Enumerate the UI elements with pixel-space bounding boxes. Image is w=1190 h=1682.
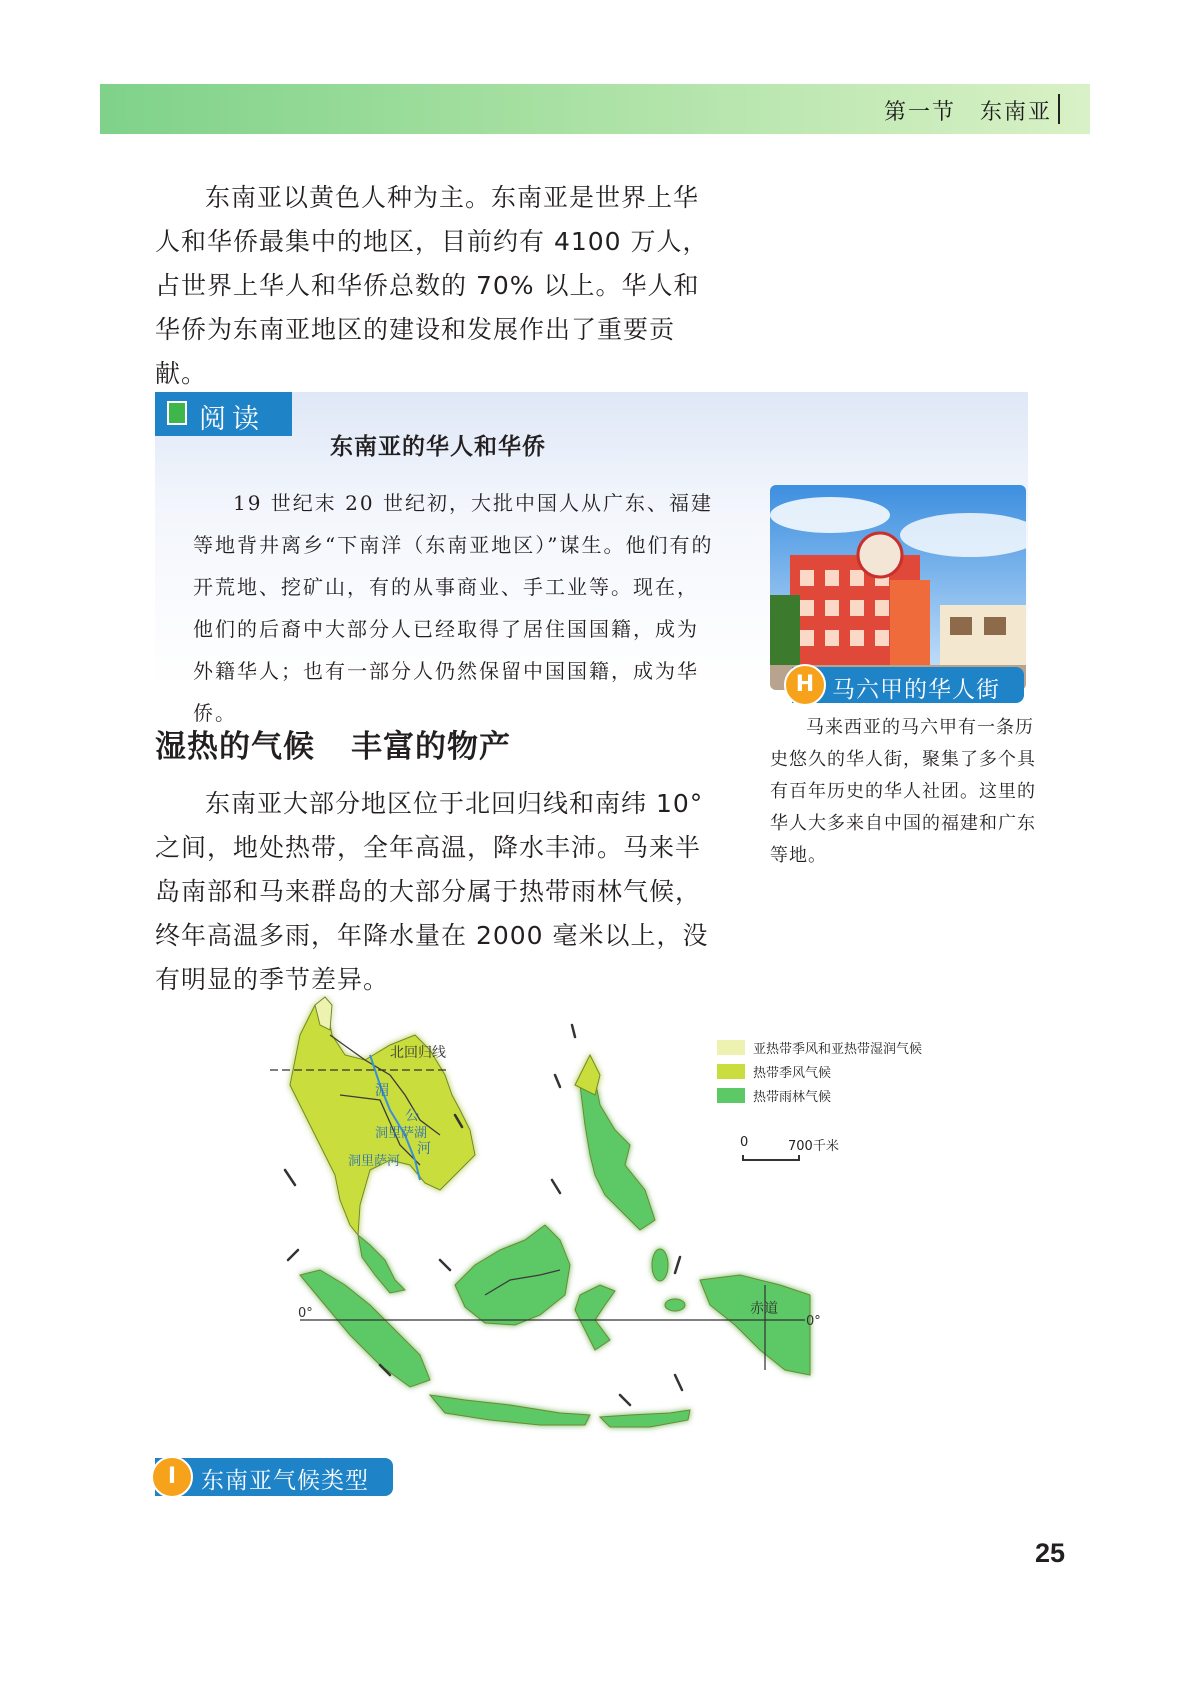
zero-label-left: 0° <box>298 1306 313 1321</box>
figure-i-title: 东南亚气候类型 <box>201 1468 369 1494</box>
map-legend <box>717 1037 927 1107</box>
tropic-label: 北回归线 <box>390 1045 446 1061</box>
legend-label: 热带季风气候 <box>753 1066 832 1081</box>
malacca-street-image <box>770 485 1026 690</box>
lake-label: 洞里萨湖 <box>375 1126 428 1141</box>
figure-h-note-text: 马来西亚的马六甲有一条历史悠久的华人街，聚集了多个具有百年历史的华人社团。这里的华人大多来自中国的福建和广东等地。 <box>770 717 1036 866</box>
sea-boundary-mark <box>285 1170 295 1185</box>
scale-bar <box>740 1135 860 1165</box>
legend-item <box>717 1037 927 1059</box>
legend-swatch-subtropical <box>717 1040 745 1055</box>
reading-tag <box>155 392 292 436</box>
climate-text: 东南亚大部分地区位于北回归线和南纬 10° 之间，地处热带，全年高温，降水丰沛。马来半岛南部和马来群岛的大部分属于热带雨林气候，终年高温多雨，年降水量在 2000 毫米以上，没有明显的季节差异。 <box>155 789 709 994</box>
figure-h-note <box>770 712 1038 872</box>
river-label: 河 <box>417 1141 431 1157</box>
molucca-island <box>652 1249 668 1281</box>
philippines-north <box>575 1055 600 1095</box>
sea-boundary-mark <box>440 1260 450 1270</box>
new-guinea <box>700 1275 810 1375</box>
equator-label: 赤道 <box>750 1301 778 1317</box>
header-divider <box>1058 94 1060 124</box>
legend-label: 亚热带季风和亚热带湿润气候 <box>753 1042 923 1057</box>
sulawesi <box>575 1285 615 1350</box>
java <box>430 1395 590 1425</box>
section-heading <box>155 721 511 766</box>
molucca-island-2 <box>665 1299 685 1311</box>
river-label: 洞里萨河 <box>348 1154 401 1169</box>
heading-products: 丰富的物产 <box>351 729 511 765</box>
heading-climate: 湿热的气候 <box>155 729 315 765</box>
philippines <box>580 1080 655 1230</box>
figure-h-letter: H <box>784 664 826 706</box>
malay-peninsula <box>358 1235 405 1293</box>
book-icon <box>167 401 187 425</box>
legend-label: 热带雨林气候 <box>753 1090 832 1105</box>
scale-line <box>742 1155 800 1161</box>
figure-h-title: 马六甲的华人街 <box>832 677 1000 703</box>
legend-swatch-monsoon <box>717 1064 745 1079</box>
sea-boundary-mark <box>675 1375 682 1390</box>
legend-swatch-rainforest <box>717 1088 745 1103</box>
legend-item <box>717 1061 927 1083</box>
scale-zero: 0 <box>740 1135 749 1150</box>
figure-i-letter: I <box>151 1456 193 1498</box>
sea-boundary-mark <box>620 1395 630 1405</box>
climate-paragraph <box>155 782 715 1002</box>
reading-title: 东南亚的华人和华侨 <box>330 434 546 460</box>
zero-label-right: 0° <box>806 1314 821 1329</box>
sumatra <box>300 1270 430 1387</box>
sea-boundary-mark <box>572 1025 575 1037</box>
lesser-sunda <box>600 1410 690 1427</box>
climate-map <box>270 995 923 1500</box>
borneo <box>455 1225 570 1325</box>
malacca-photo <box>770 485 1026 690</box>
sea-boundary-mark <box>675 1257 680 1273</box>
scale-label: 700千米 <box>788 1139 839 1154</box>
mainland-monsoon-region <box>290 1000 475 1235</box>
reading-tag-label: 阅读 <box>199 404 265 435</box>
figure-i-caption <box>155 1458 393 1496</box>
river-label: 公 <box>405 1108 419 1124</box>
intro-paragraph <box>155 176 715 396</box>
reading-text: 19 世纪末 20 世纪初，大批中国人从广东、福建等地背井离乡“下南洋（东南亚地区）”谋生。他们有的开荒地、挖矿山，有的从事商业、手工业等。现在，他们的后裔中大部分人已经取得了居住国国籍，成为外籍华人；也有一部分人仍然保留中国国籍，成为华侨。 <box>193 491 714 725</box>
figure-h-caption <box>792 667 1024 703</box>
intro-text: 东南亚以黄色人种为主。东南亚是世界上华人和华侨最集中的地区，目前约有 4100 万人，占世界上华人和华侨总数的 70% 以上。华人和华侨为东南亚地区的建设和发展作出了重要贡献。 <box>155 183 709 388</box>
sea-boundary-mark <box>555 1075 560 1087</box>
section-header: 第一节 东南亚 <box>883 100 1052 125</box>
reading-body <box>193 482 718 734</box>
river-label: 湄 <box>375 1083 389 1099</box>
sea-boundary-mark <box>552 1180 560 1193</box>
sea-boundary-mark <box>288 1250 298 1260</box>
page-number: 25 <box>1035 1538 1066 1568</box>
legend-item <box>717 1085 927 1107</box>
